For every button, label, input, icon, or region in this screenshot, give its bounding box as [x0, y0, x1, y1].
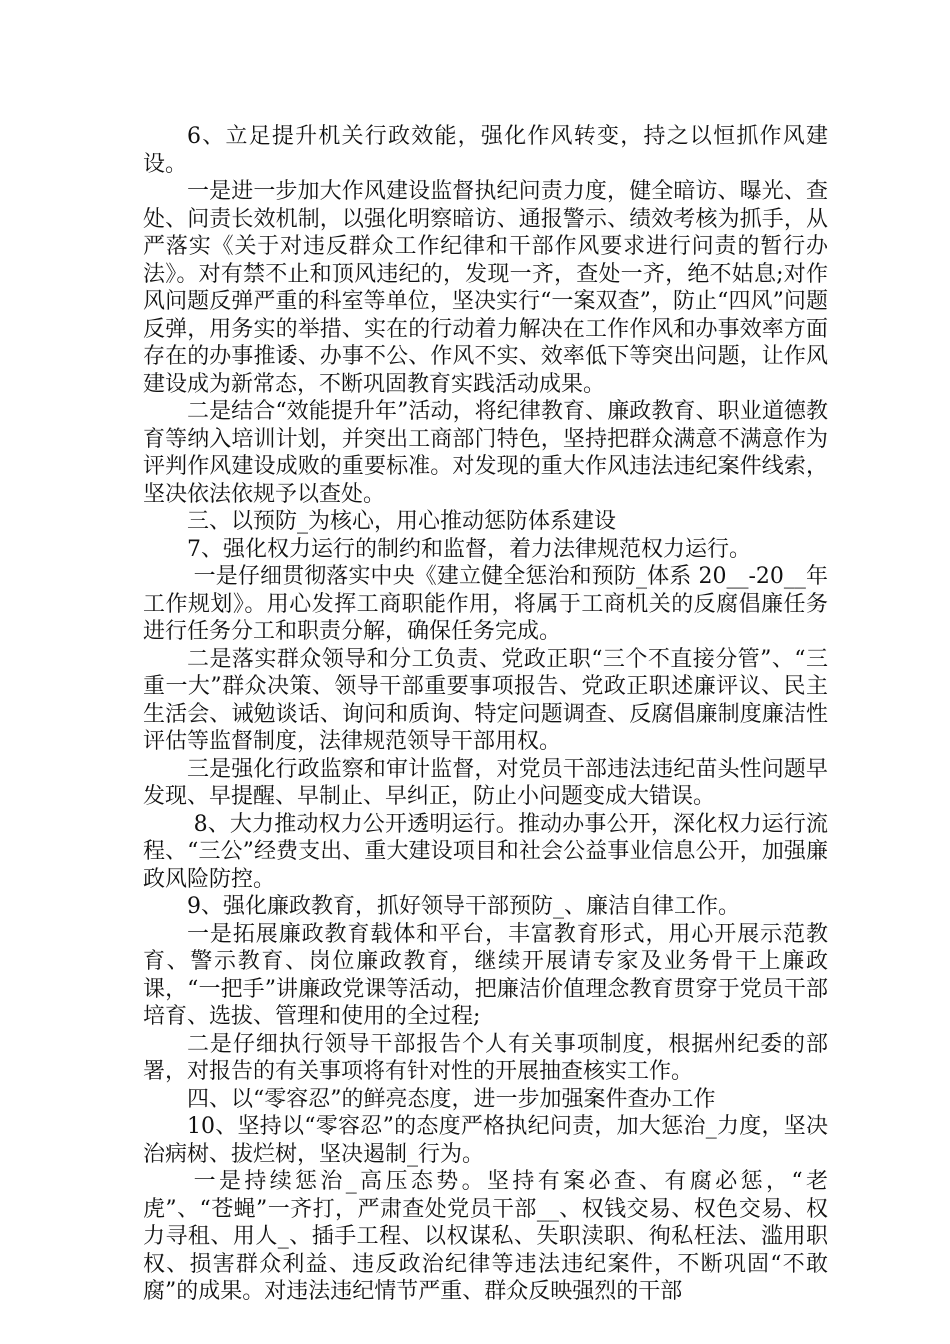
- paragraph-item-7: 7、强化权力运行的制约和监督，着力法律规范权力运行。: [187, 536, 751, 562]
- paragraph-item-10: 10、坚持以“零容忍”的态度严格执纪问责，加大惩治_力度，坚决治病树、拔烂树，坚决遏制_行为。: [143, 1114, 828, 1167]
- paragraph-personal-reporting: 二是仔细执行领导干部报告个人有关事项制度，根据州纪委的部署，对报告的有关事项将有针对性的开展抽查核实工作。: [143, 1031, 828, 1084]
- section-heading-4: 四、以“零容忍”的鲜亮态度，进一步加强案件查办工作: [187, 1086, 716, 1112]
- paragraph-work-plan: 一是仔细贯彻落实中央《建立健全惩治和预防_体系 20__-20__年工作规划》。用心发挥工商职能作用，将属于工商机关的反腐倡廉任务进行任务分工和职责分解，确保任务完成。: [143, 564, 828, 644]
- paragraph-style-supervision: 一是进一步加大作风建设监督执纪问责力度，健全暗访、曝光、查处、问责长效机制，以强化明察暗访、通报警示、绩效考核为抓手，从严落实《关于对违反群众工作纪律和干部作风要求进行问责的暂行办法》。对有禁不止和顶风违纪的，发现一齐，查处一齐，绝不姑息;对作风问题反弹严重的科室等单位，坚决实行“一案双查”，防止“四风”问题反弹，用务实的举措、实在的行动着力解决在工作作风和办事效率方面存在的办事推诿、办事不公、作风不实、效率低下等突出问题，让作风建设成为新常态，不断巩固教育实践活动成果。: [143, 179, 828, 397]
- paragraph-item-9: 9、强化廉政教育，抓好领导干部预防_、廉洁自律工作。: [187, 894, 740, 919]
- paragraph-supervision-system: 二是落实群众领导和分工负责、党政正职“三个不直接分管”、“三重一大”群众决策、领导干部重要事项报告、党政正职述廉评议、民主生活会、诫勉谈话、询问和质询、特定问题调查、反腐倡廉制度廉洁性评估等监督制度，法律规范领导干部用权。: [143, 646, 828, 754]
- paragraph-item-6: 6、立足提升机关行政效能，强化作风转变，持之以恒抓作风建设。: [143, 124, 828, 177]
- paragraph-high-pressure: 一是持续惩治_高压态势。坚持有案必查、有腐必惩，“老虎”、“苍蝇”一齐打，严肃查处党员干部__、权钱交易、权色交易、权力寻租、用人_、插手工程、以权谋私、失职渎职、徇私枉法、滥用职权、损害群众利益、违反政治纪律等违法违纪案件，不断巩固“不敢腐”的成果。对违法违纪情节严重、群众反映强烈的干部: [143, 1169, 828, 1304]
- section-heading-3: 三、以预防_为核心，用心推动惩防体系建设: [187, 509, 617, 534]
- paragraph-integrity-education: 一是拓展廉政教育载体和平台，丰富教育形式，用心开展示范教育、警示教育、岗位廉政教育，继续开展请专家及业务骨干上廉政课，“一把手”讲廉政党课等活动，把廉洁价值理念教育贯穿于党员干部培育、选拔、管理和使用的全过程;: [143, 921, 828, 1029]
- paragraph-item-8: 8、大力推动权力公开透明运行。推动办事公开，深化权力运行流程、“三公”经费支出、重大建设项目和社会公益事业信息公开，加强廉政风险防控。: [143, 811, 828, 892]
- paragraph-audit-supervision: 三是强化行政监察和审计监督，对党员干部违法违纪苗头性问题早发现、早提醒、早制止、早纠正，防止小问题变成大错误。: [143, 756, 828, 809]
- document-body: [143, 123, 828, 1306]
- paragraph-efficiency-year: 二是结合“效能提升年”活动，将纪律教育、廉政教育、职业道德教育等纳入培训计划，并突出工商部门特色，坚持把群众满意不满意作为评判作风建设成败的重要标准。对发现的重大作风违法违纪案件线索，坚决依法依规予以查处。: [143, 399, 828, 507]
